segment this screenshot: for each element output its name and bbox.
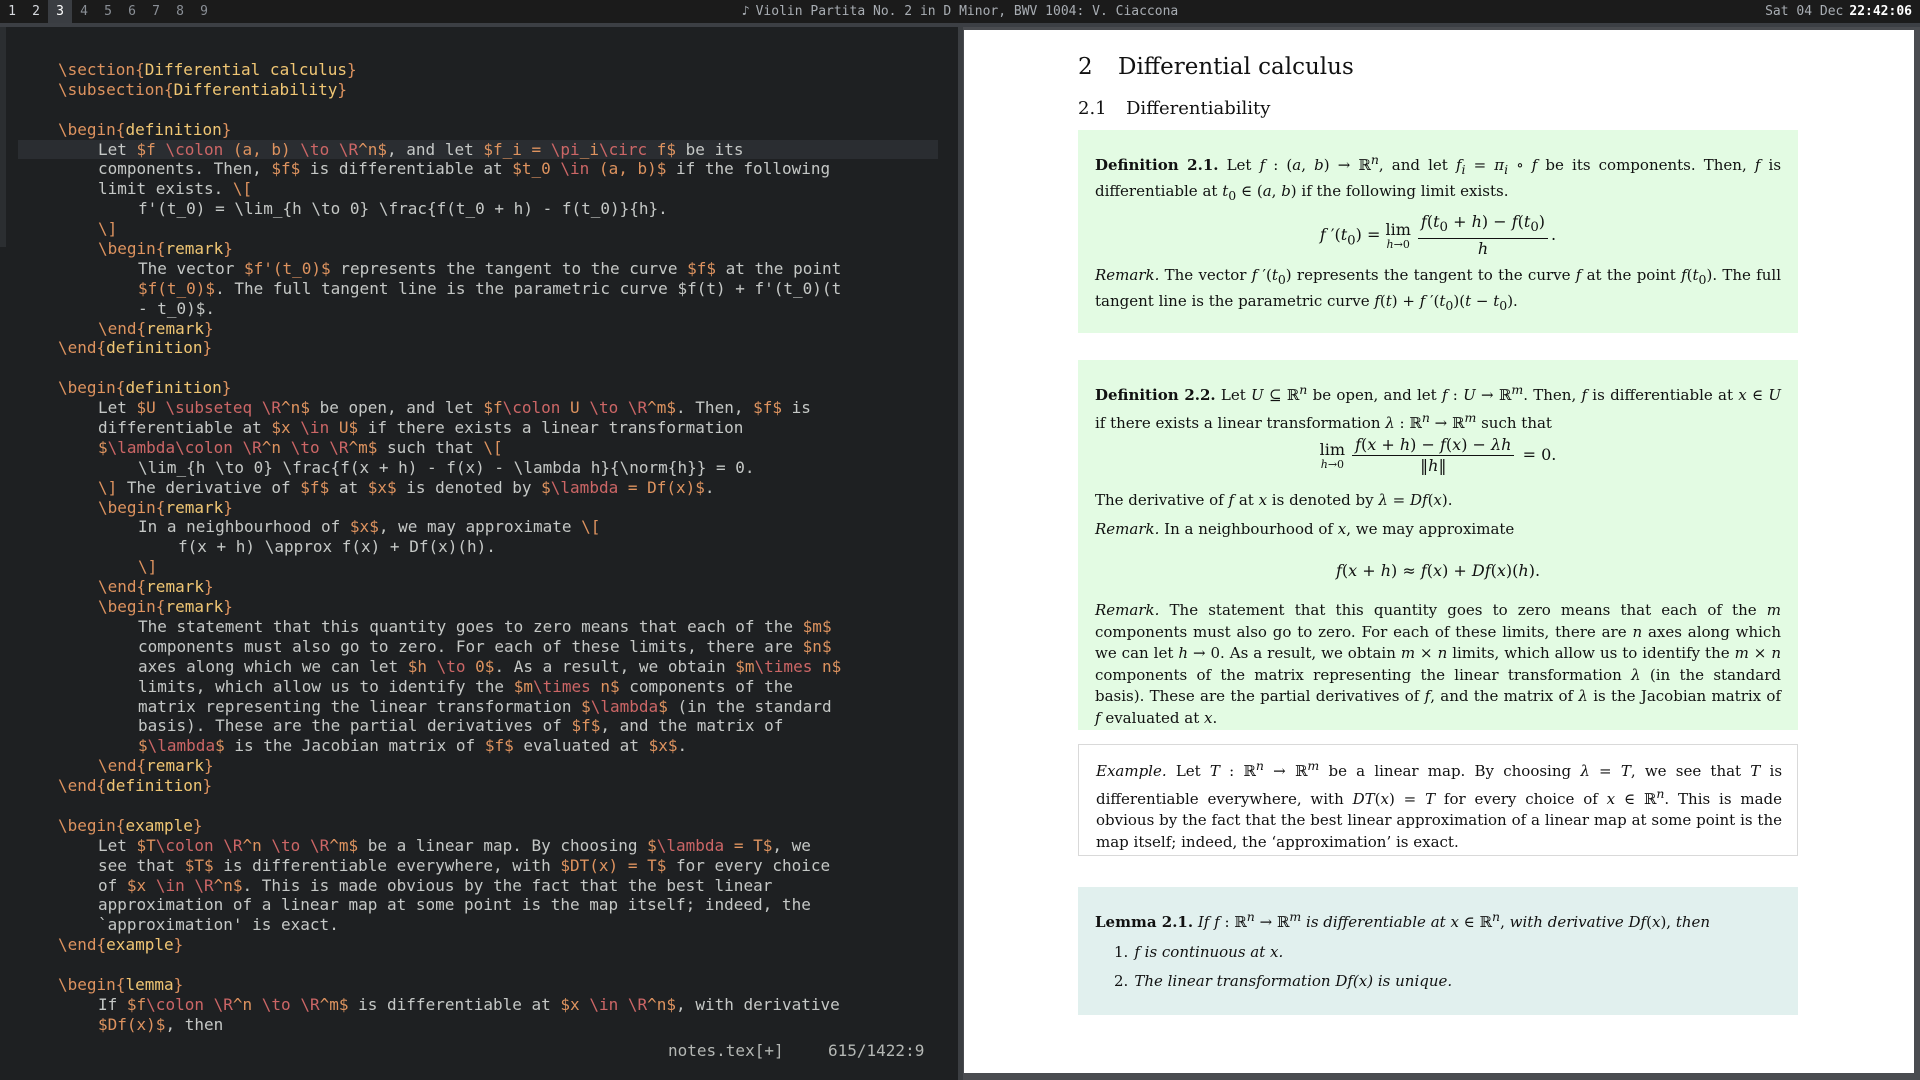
equation: f $'(t_0)$ = lim h→0 $\frac{f(t_0 + h) - f(t_0)}{h}$ . (1319, 212, 1557, 259)
definition-box (1078, 360, 1798, 730)
subsection-number: 2.1 (1078, 98, 1107, 119)
clock (1765, 0, 1912, 23)
equation: f(x + h) ≈ f(x) + Df(x)(h). (1335, 561, 1541, 580)
statusline-cursor-position: 615/1422:9 (828, 1041, 925, 1060)
lemma-item-number: 1. (1114, 943, 1129, 961)
example-box (1078, 744, 1798, 856)
code-line[interactable]: components. Then, $f$ is differentiable at $t_0 \in (a, b)$ if the following (98, 159, 831, 179)
lemma-box (1078, 887, 1798, 1015)
code-line[interactable] (18, 955, 938, 975)
definition-box (1078, 130, 1798, 333)
code-line[interactable]: The statement that this quantity goes to zero means that each of the $m$ (138, 616, 832, 636)
code-line[interactable]: Let $f \colon (a, b) \to \R^n$, and let $f_i = \pi_i\circ f$ be its (18, 140, 938, 160)
workspace-8[interactable]: 8 (176, 4, 184, 19)
code-line[interactable]: \begin{definition} (58, 119, 232, 139)
definition-label: Definition 2.1. (1095, 156, 1219, 174)
code-line[interactable] (18, 358, 938, 378)
remark-label: Remark. (1095, 601, 1160, 619)
lemma-item: 1. f is continuous at x. (1114, 943, 1284, 961)
text-editor[interactable] (0, 27, 958, 1080)
code-line[interactable]: $f(t_0)$. The full tangent line is the parametric curve $f(t) + f'(t_0)(t (138, 278, 842, 298)
code-line[interactable]: components must also go to zero. For each of these limits, there are $n$ (138, 636, 832, 656)
code-line[interactable]: \subsection{Differentiability} (58, 79, 347, 99)
code-line[interactable]: \] (98, 219, 118, 239)
code-line[interactable] (18, 100, 938, 120)
now-playing-title: Violin Partita No. 2 in D Minor, BWV 1004: V. Ciaccona (755, 4, 1179, 19)
subsection-heading (1078, 98, 1270, 119)
workspace-4[interactable]: 4 (80, 4, 88, 19)
workspace-7[interactable]: 7 (152, 4, 160, 19)
code-line[interactable]: The vector $f'(t_0)$ represents the tangent to the curve $f$ at the point (138, 258, 842, 278)
workspace-switcher (0, 0, 216, 23)
music-note-icon: ♪ (741, 4, 750, 19)
code-line[interactable]: $\lambda\colon \R^n \to \R^m$ such that \[ (98, 437, 503, 457)
definition-text: Definition 2.2. Let U ⊆ ℝ$^n$ be open, and let f : U → ℝ$^m$. Then, f is differentiable at x ∈ U if there exists a linear transformation λ : ℝ$^n$ → ℝ$^m$ such that (1095, 382, 1782, 432)
remark-label: Remark. (1095, 266, 1160, 284)
workspace-3[interactable]: 3 (48, 0, 72, 23)
workspace-9[interactable]: 9 (200, 4, 208, 19)
pdf-page (964, 30, 1914, 1073)
code-line[interactable]: \end{remark} (98, 756, 214, 776)
code-line[interactable]: \] (138, 557, 158, 577)
code-line[interactable]: In a neighbourhood of $x$, we may approximate \[ (138, 517, 601, 537)
workspace-2[interactable]: 2 (32, 4, 40, 19)
lemma-item-number: 2. (1114, 972, 1129, 990)
code-line[interactable]: approximation of a linear map at some point is the map itself; indeed, the (98, 895, 811, 915)
code-line[interactable]: Let $U \subseteq \R^n$ be open, and let $f\colon U \to \R^m$. Then, $f$ is (98, 398, 811, 418)
code-line[interactable]: \end{definition} (58, 338, 213, 358)
definition-text: The derivative of f at x is denoted by λ = Df(x). (1095, 491, 1453, 509)
code-line[interactable]: \begin{example} (58, 815, 203, 835)
code-line[interactable]: axes along which we can let $h \to 0$. As a result, we obtain $m\times n$ (138, 656, 842, 676)
code-line[interactable]: $\lambda$ is the Jacobian matrix of $f$ evaluated at $x$. (138, 736, 688, 756)
subsection-title: Differentiability (1126, 98, 1271, 119)
definition-text: Definition 2.1. Let f : (a, b) → ℝ$^n$, and let $f_i = \pi_i$ ∘ f be its components. Then, f is differentiable at $t_0$ ∈ (a, b) if the following limit exists. (1095, 152, 1782, 203)
now-playing (0, 0, 1920, 23)
equation: lim h→0 $\frac{f(x + h) - f(x) - \lambda h}{‖h‖}$ = 0. (1319, 435, 1557, 475)
statusline-filename: notes.tex[+] (668, 1041, 784, 1060)
code-line[interactable]: f(x + h) \approx f(x) + Df(x)(h). (178, 537, 496, 557)
lemma-item: 2. The linear transformation Df(x) is unique. (1114, 972, 1453, 990)
code-line[interactable]: see that $T$ is differentiable everywhere, with $DT(x) = T$ for every choice (98, 855, 831, 875)
lemma-text: Lemma 2.1. If f : ℝ$^n$ → ℝ$^m$ is differentiable at x ∈ ℝ$^n$, with derivative Df(x), then (1095, 909, 1711, 931)
code-line[interactable]: \begin{remark} (98, 239, 233, 259)
section-number: 2 (1078, 54, 1093, 80)
workspace-1[interactable]: 1 (8, 4, 16, 19)
code-line[interactable]: \begin{remark} (98, 497, 233, 517)
remark-label: Remark. (1095, 520, 1160, 538)
code-line[interactable]: basis). These are the partial derivatives of $f$, and the matrix of (138, 716, 784, 736)
code-line[interactable]: `approximation' is exact. (98, 915, 339, 935)
definition-label: Definition 2.2. (1095, 386, 1216, 404)
code-line[interactable]: differentiable at $x \in U$ if there exists a linear transformation (98, 418, 744, 438)
code-line[interactable]: of $x \in \R^n$. This is made obvious by the fact that the best linear (98, 875, 773, 895)
code-line[interactable]: limits, which allow us to identify the $m\times n$ components of the (138, 676, 794, 696)
code-line[interactable]: \begin{remark} (98, 597, 233, 617)
remark-text: Remark. In a neighbourhood of x, we may approximate (1095, 520, 1515, 538)
editor-statusline (0, 1039, 958, 1063)
remark-text: Remark. The statement that this quantity goes to zero means that each of the m components must also go to zero. For each of these limits, there are n axes along which we can let h → 0. As a result, we obtain m × n limits, which allow us to identify the m × n components of the matrix representing the linear transformation λ (in the standard basis). These are the partial derivatives of f, and the matrix of λ is the Jacobian matrix of f evaluated at x. (1095, 601, 1781, 727)
code-line[interactable] (18, 796, 938, 816)
code-line[interactable]: \end{definition} (58, 776, 213, 796)
code-line[interactable]: $Df(x)$, then (98, 1014, 224, 1034)
code-line[interactable]: \end{remark} (98, 577, 214, 597)
remark-text: Remark. The vector f $'(t_0)$ represents the tangent to the curve f at the point $f(t_0)$. The full tangent line is the parametric curve f(t) + f $'(t_0)(t - t_0)$. (1095, 266, 1781, 313)
section-title: Differential calculus (1118, 54, 1354, 80)
code-line[interactable]: If $f\colon \R^n \to \R^m$ is differentiable at $x \in \R^n$, with derivative (98, 994, 840, 1014)
workspace-5[interactable]: 5 (104, 4, 112, 19)
code-line[interactable]: \lim_{h \to 0} \frac{f(x + h) - f(x) - \lambda h}{\norm{h}} = 0. (138, 457, 755, 477)
code-line[interactable]: matrix representing the linear transformation $\lambda$ (in the standard (138, 696, 832, 716)
editor-scrollbar[interactable] (0, 27, 6, 247)
code-line[interactable]: - t_0)$. (138, 298, 216, 318)
code-line[interactable]: \] The derivative of $f$ at $x$ is denoted by $\lambda = Df(x)$. (98, 477, 715, 497)
example-label: Example. (1096, 762, 1167, 780)
lemma-label: Lemma 2.1. (1095, 913, 1194, 931)
example-text: Example. Let T : ℝ$^n$ → ℝ$^m$ be a linear map. By choosing λ = T, we see that T is differentiable everywhere, with DT(x) = T for every choice of x ∈ ℝ$^n$. This is made obvious by the fact that the best linear approximation of a linear map at some point is the map itself; indeed, the ‘approximation’ is exact. (1096, 758, 1783, 851)
workspace-6[interactable]: 6 (128, 4, 136, 19)
code-line[interactable]: Let $T\colon \R^n \to \R^m$ be a linear map. By choosing $\lambda = T$, we (98, 835, 811, 855)
clock-date: Sat 04 Dec (1765, 4, 1844, 19)
code-line[interactable]: f'(t_0) = \lim_{h \to 0} \frac{f(t_0 + h) - f(t_0)}{h}. (138, 199, 668, 219)
code-line[interactable]: \begin{definition} (58, 378, 232, 398)
clock-time: 22:42:06 (1849, 4, 1912, 19)
section-heading (1078, 54, 1354, 80)
code-line[interactable]: \section{Differential calculus} (58, 60, 357, 79)
code-line[interactable]: \end{remark} (98, 318, 214, 338)
code-line[interactable]: limit exists. \[ (98, 179, 253, 199)
code-line[interactable]: \end{example} (58, 935, 184, 955)
code-buffer[interactable] (18, 60, 938, 1035)
code-line[interactable]: \begin{lemma} (58, 974, 184, 994)
top-bar (0, 0, 1920, 23)
